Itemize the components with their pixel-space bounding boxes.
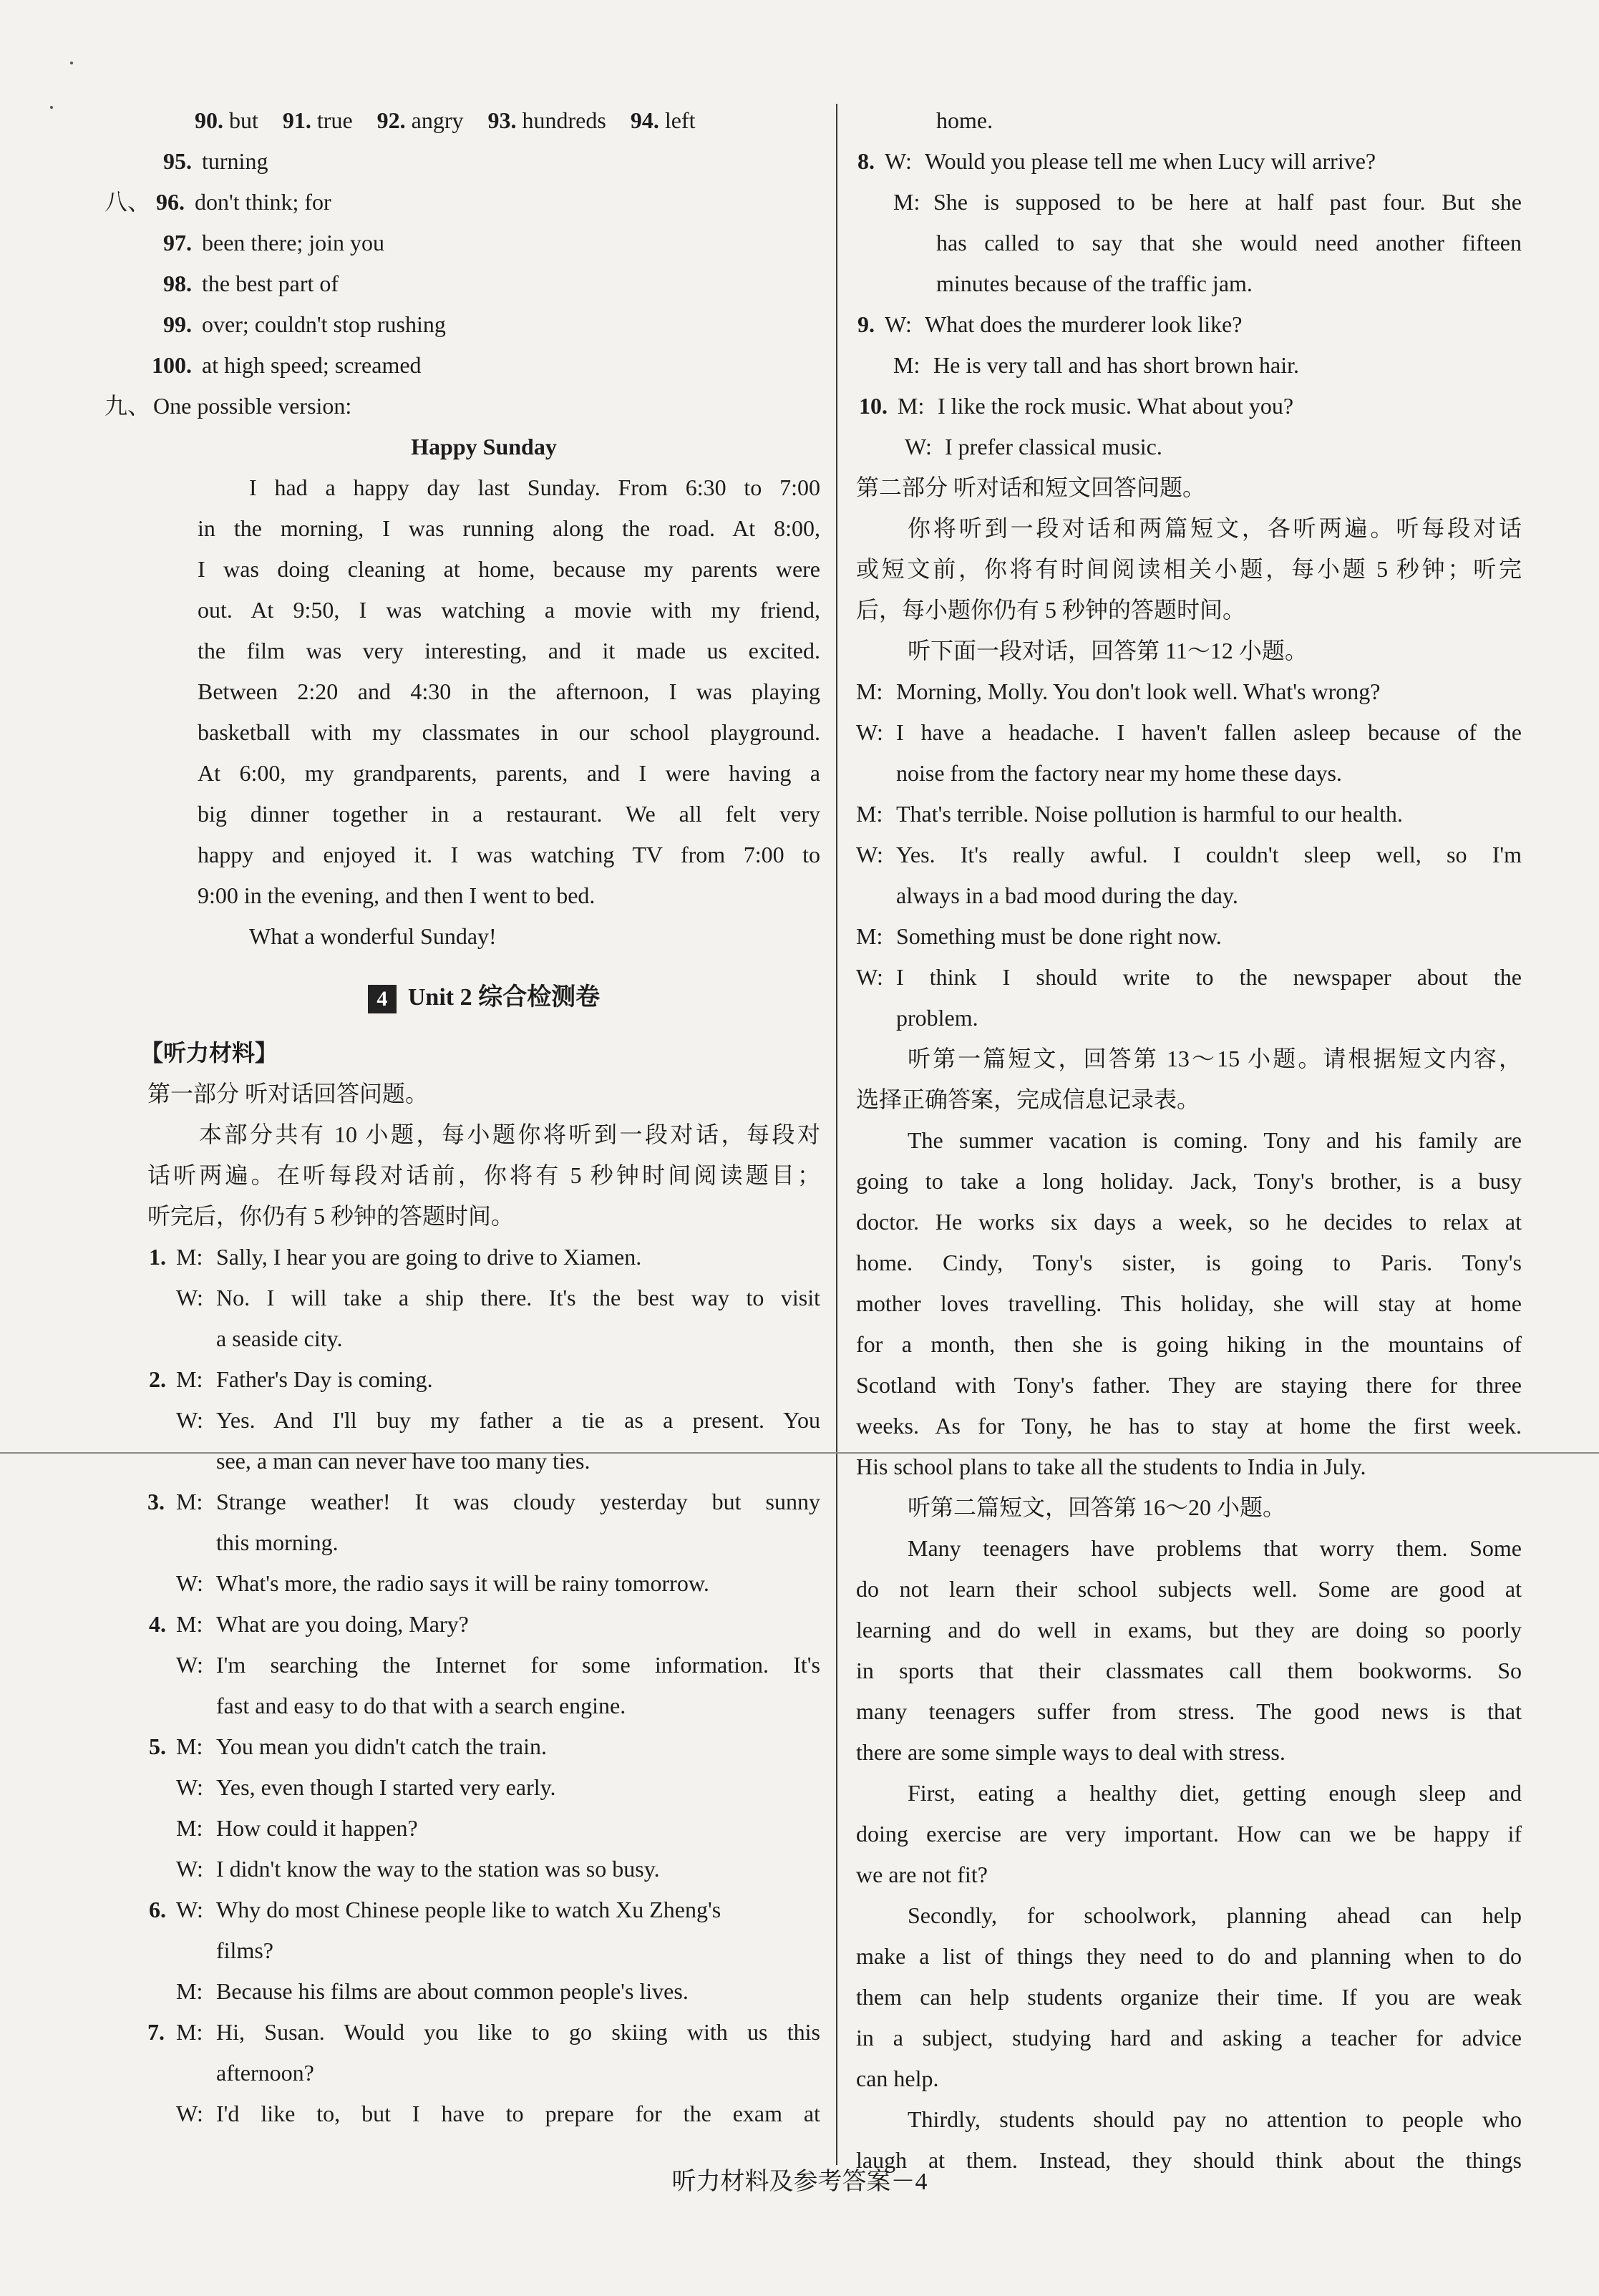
answer-95: 95. turning <box>163 148 268 174</box>
unit-number-badge: 4 <box>368 985 397 1013</box>
section-9-heading: 九、 One possible version: <box>105 393 352 419</box>
passage-1: The summer vacation is coming. Tony and his family are going to take a long holiday. Jack, Tony's brother, is a busy doctor. He works six days a week, so he decides to relax at home. Cindy, Tony's sister, is going to Paris. Tony's mother loves travelling. This holiday, she will stay at home for a month, then she is going hiking in the mountains of Scotland with Tony's father. They are staying there for three weeks. As for Tony, he has to stay at home the first week. His school plans to take all the students to India in July. <box>856 1127 1522 1479</box>
column-divider <box>836 104 837 2165</box>
dialog-10: 10. M: I like the rock music. What about you? W: I prefer classical music. <box>859 393 1294 459</box>
dialog-6: 6. W: Why do most Chinese people like to watch Xu Zheng's films? M: Because his films are about common people's lives. <box>149 1897 721 2004</box>
essay-title: Happy Sunday <box>411 434 557 459</box>
unit-title: Unit 2 综合检测卷 <box>407 984 601 1011</box>
dialog-9: 9. W: What does the murderer look like? M: He is very tall and has short brown hair. <box>857 311 1299 378</box>
answer-row-90-94: 90. but 91. true 92. angry 93. hundreds 94. left <box>195 107 696 133</box>
passage1-intro: 听第一篇短文，回答第 13～15 小题。请根据短文内容， <box>908 1046 1522 1071</box>
essay-body: I had a happy day last Sunday. From 6:30 to 7:00 in the morning, I was running along the road. At 8:00, I was doing cleaning at home, because my parents were out. At 9:50, I was watching a movie with my friend, the film was very interesting, and it made us excited. Between 2:20 and 4:30 in the afternoon, I was playing basketball with my classmates in our school playground. At 6:00, my grandparents, parents, and I were having a big dinner together in a restaurant. We all felt very happy and enjoyed it. I was watching TV from 7:00 to 9:00 in the evening, and then I went to bed. What a wonderful Sunday! <box>198 475 820 949</box>
answer-97: 97. been there; join you <box>163 230 385 256</box>
dialog-8: 8. W: Would you please tell me when Lucy will arrive? M: She is supposed to be here at half past four. But she has called to say that she would need another fifteen minutes because of the traffic jam. <box>857 148 1522 296</box>
page-footer: 听力材料及参考答案－4 <box>671 2169 928 2195</box>
answer-98: 98. the best part of <box>163 271 339 296</box>
dialog-5: 5. M: You mean you didn't catch the train. W: Yes, even though I started very early. M: How could it happen? W: I didn't know the way to the station was so busy. <box>149 1733 660 1882</box>
answer-96: 八、 96. don't think; for <box>105 189 331 215</box>
dialog-2: 2. M: Father's Day is coming. W: Yes. And I'll buy my father a tie as a present. You see, a man can never have too many ties. <box>149 1366 820 1474</box>
dialog-4: 4. M: What are you doing, Mary? W: I'm searching the Internet for some information. It's fast and easy to do that with a search engine. <box>149 1611 820 1718</box>
answer-99: 99. over; couldn't stop rushing <box>163 311 446 337</box>
passage-2: Many teenagers have problems that worry them. Some do not learn their school subjects well. Some are good at learning and do well in exams, but they are doing so poorly in sports that their classmates call them bookworms. So many teenagers suffer from stress. The good news is that there are some simple ways to deal with stress. First, eating a healthy diet, getting enough sleep and doing exercise are very important. How can we be happy if we are not fit? Secondly, for schoolwork, planning ahead can help make a list of things they need to do and planning when to do them can help students organize their time. If you are weak in a subject, studying hard and asking a teacher for advice can help. Thirdly, students should pay no attention to people who laugh at them. Instead, they should think about the things <box>856 1535 1522 2173</box>
listening-label: 【听力材料】 <box>140 1040 278 1066</box>
unit-heading <box>147 973 820 1023</box>
conversation-11-12: M: Morning, Molly. You don't look well. What's wrong? W: I have a headache. I haven't fallen asleep because of the noise from the factory near my home these days. M: That's terrible. Noise pollution is harmful to our health. W: Yes. It's really awful. I couldn't sleep well, so I'm always in a bad mood during the day. M: Something must be done right now. W: I think I should write to the newspaper about the problem. <box>856 678 1522 1031</box>
conversation-intro: 听下面一段对话，回答第 11～12 小题。 <box>908 638 1308 663</box>
answer-100: 100. at high speed; screamed <box>152 352 422 378</box>
right-column: home. 8. W: Would you please tell me when Lucy will arrive? M: She is supposed to be here at half past four. But she has called to say that she would need another fifteen minutes because of the traffic jam. 9. W: What does the murderer look like? M: He is very tall and has short brown hair. 10. M: I like the rock music. What about you? W: I prefer classical music. 第二部分 听对话和短文回答问题。 你将听到一段对话和两篇短文，各听两遍。听每段对话 或短文前，你将有时间阅读相关小题，每小题 5 秒钟；听完 后，每小题你仍有 5 秒钟的答题时间。 听下面一段对话，回答第 11～12 小题。 M: Morning, Molly. You don't look well. What's wrong? W: I have a headache. I haven't fallen asleep because of the noise from the factory near my home these days. M: That's terrible. Noise pollution is harmful to our health. W: Yes. It's really awful. I couldn't sleep well, so I'm always in a bad mood during the day. M: Something must be done right now. W: I think I should write to the newspaper about the problem. 听第一篇短文，回答第 13～15 小题。请根据短文内容， 选择正确答案，完成信息记录表。 The summer vacation is coming. Tony and his family are going to take a long holiday. Jack, Tony's brother, is a busy doctor. He works six days a week, so he decides to relax at home. Cindy, Tony's sister, is going to Paris. Tony's mother loves travelling. This holiday, she will stay at home for a month, then she is going hiking in the mountains of Scotland with Tony's father. They are staying there for three weeks. As for Tony, he has to stay at home the first week. His school plans to take all the students to India in July. 听第二篇短文，回答第 16～20 小题。 Many teenagers have problems that worry them. Some do not learn their school subjects well. Some are good at learning and do well in exams, but they are doing so poorly in sports that their classmates call them bookworms. So many teenagers suffer from stress. The good news is that there are some simple ways to deal with stress. First, eating a healthy diet, getting enough sleep and doing exercise are very important. How can we be happy if we are not fit? Secondly, for schoolwork, planning ahead can help make a list of things they need to do and planning when to do them can help students organize their time. If you are weak in a subject, studying hard and asking a teacher for advice can help. Thirdly, students should pay no attention to people who laugh at them. Instead, they should think about the things <box>856 100 1522 2181</box>
part1-title: 第一部分 听对话回答问题。 <box>147 1081 429 1106</box>
part2-title: 第二部分 听对话和短文回答问题。 <box>856 475 1206 500</box>
dialog-3: 3. M: Strange weather! It was cloudy yesterday but sunny this morning. W: What's more, the radio says it will be rainy tomorrow. <box>147 1489 820 1596</box>
dialog-7: 7. M: Hi, Susan. Would you like to go skiing with us this afternoon? W: I'd like to, but I have to prepare for the exam at <box>147 2019 820 2126</box>
left-column: 90. but 91. true 92. angry 93. hundreds 94. left 95. turning 八、 96. don't think; for 97. been there; join you 98. the best part of 99. over; couldn't stop rushing 100. at high speed; screamed 九、 One possible version: Happy Sunday I had a happy day last Sunday. From 6:30 to 7:00 in the morning, I was running along the road. At 8:00, I was doing cleaning at home, because my parents were out. At 9:50, I was watching a movie with my friend, the film was very interesting, and it made us excited. Between 2:20 and 4:30 in the afternoon, I was playing basketball with my classmates in our school playground. At 6:00, my grandparents, parents, and I were having a big dinner together in a restaurant. We all felt very happy and enjoyed it. I was watching TV from 7:00 to 9:00 in the evening, and then I went to bed. What a wonderful Sunday! 4 Unit 2 综合检测卷 【听力材料】 第一部分 听对话回答问题。 本部分共有 10 小题，每小题你将听到一段对话，每段对 话听两遍。在听每段对话前，你将有 5 秒钟时间阅读题目； 听完后，你仍有 5 秒钟的答题时间。 1. M: Sally, I hear you are going to drive to Xiamen. W: No. I will take a ship there. It's the best way to visit a seaside city. 2. M: Father's Day is coming. W: Yes. And I'll buy my father a tie as a present. You see, a man can never have too many ties. 3. M: Strange weather! It was cloudy yesterday but sunny this morning. W: What's more, the radio says it will be rainy tomorrow. 4. M: What are you doing, Mary? W: I'm searching the Internet for some information. It's fast and easy to do that with a search engine. 5. M: You mean you didn't catch the train. W: Yes, even though I started very early. M: How could it happen? W: I didn't know the way to the station was so busy. 6. W: Why do most Chinese people like to watch Xu Zheng's films? M: Because his films are about common people's lives. 7. M: Hi, Susan. Would you like to go skiing with us this afternoon? W: I'd like to, but I have to prepare for the exam at <box>147 100 820 2134</box>
passage2-intro: 听第二篇短文，回答第 16～20 小题。 <box>908 1494 1286 1520</box>
dialog-1: 1. M: Sally, I hear you are going to drive to Xiamen. W: No. I will take a ship there. It's the best way to visit a seaside city. <box>149 1244 820 1351</box>
